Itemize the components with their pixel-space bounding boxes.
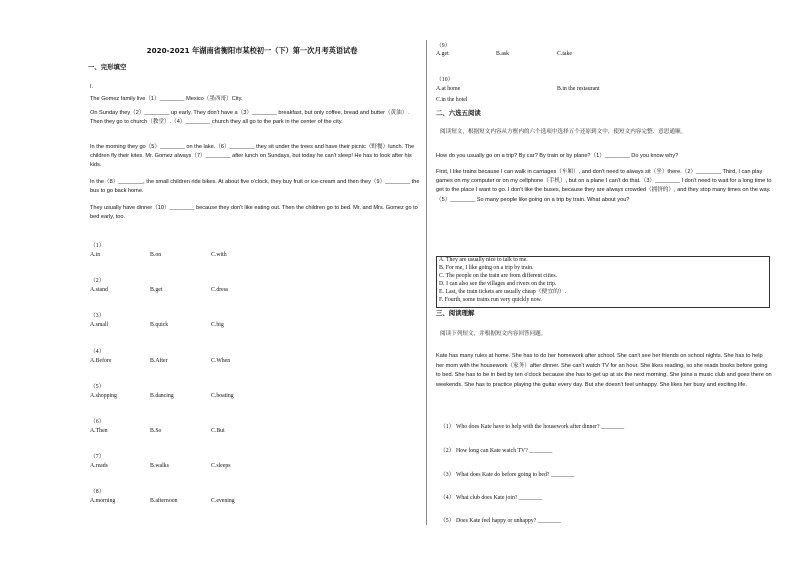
- question-number: （4）: [90, 348, 105, 355]
- option-a[interactable]: A.get: [436, 51, 449, 57]
- option-a[interactable]: A.stand: [90, 287, 108, 294]
- option-b[interactable]: B.walks: [150, 463, 169, 470]
- option-b[interactable]: B.get: [150, 287, 163, 294]
- choice-option: C. The people on the train are from different cities.: [439, 272, 558, 279]
- reading-question: （2） How long can Kate watch TV? ________: [440, 448, 553, 454]
- section-instruction: 阅读短文，根据短文内容从方框内的六个选项中选择五个还原到文中，使短文内容完整、意思通顺。: [440, 129, 687, 135]
- option-a[interactable]: A.shopping: [90, 392, 117, 399]
- section-instruction: 阅读下列短文，并根据短文内容回答问题。: [440, 331, 547, 337]
- section-heading-reading: 三、阅读理解: [436, 309, 475, 317]
- option-a[interactable]: A.at home: [436, 86, 461, 92]
- option-a[interactable]: A.morning: [90, 498, 116, 505]
- option-b[interactable]: B.ask: [496, 51, 510, 57]
- option-b[interactable]: B.quick: [150, 322, 169, 329]
- option-c[interactable]: C.dress: [211, 287, 229, 294]
- question-number: （5）: [90, 383, 105, 390]
- option-c[interactable]: C.But: [211, 428, 225, 434]
- reading-paragraph-1: How do you usually go on a trip? By car? By train or by plane?（1）________ Do you know why?: [436, 153, 679, 159]
- choice-option: D. I can also see the villages and rivers on the trip.: [439, 280, 557, 287]
- option-c[interactable]: C.big: [211, 322, 224, 329]
- question-number: （9）: [436, 43, 451, 49]
- option-c[interactable]: C.When: [211, 357, 231, 364]
- option-a[interactable]: A.Before: [90, 357, 112, 364]
- question-number: （7）: [90, 454, 105, 461]
- question-number: （3）: [90, 313, 105, 320]
- question-number: （10）: [436, 77, 454, 83]
- cloze-paragraph-2: On Sunday they（2）________ up early. They don't have a（3）________ breakfast, but only coffee, bread and butter（黄油）. Then they go to church（教堂）.（4）________ church they all go to the park in the center of the city.: [90, 110, 409, 126]
- cloze-paragraph-5: They usually have dinner（10）________ because they don't like eating out. Then the children go to bed. Mr. and Mrs. Gomez go to bed early, too.: [90, 205, 418, 221]
- option-a[interactable]: A.reads: [90, 463, 108, 470]
- option-a[interactable]: A.small: [90, 322, 109, 329]
- option-a[interactable]: A.Then: [90, 428, 108, 434]
- cloze-paragraph-3: In the morning they go（5）________ on the lake.（6）________ they sit under the trees and have their picnic（野餐）lunch. The children fly their kites. Mr. Gomez always（7）________ after lunch on Sundays, but today he can't sleep! He has to look after his kids.: [90, 144, 415, 169]
- choice-option: B. For me, I like going on a trip by train.: [439, 264, 534, 271]
- option-c[interactable]: C.in the hotel: [436, 97, 468, 103]
- column-divider: [426, 40, 427, 525]
- option-b[interactable]: B.dancing: [150, 392, 174, 399]
- option-a[interactable]: A.in: [90, 252, 101, 258]
- option-b[interactable]: B.in the restaurant: [557, 86, 600, 92]
- option-c[interactable]: C.sleeps: [211, 463, 231, 470]
- reading-paragraph-2: First, I like trains because I can walk in carriages（车厢）, and don't need to always sit（坐）there.（2）________ Third, I can play games on my computer or on my cellphone（手机）, but on a plane I can't do that.（3）________ I don't need to wait for a long time to get to the place I want to go. I don't like the buses, because they are always crowded（拥挤的）, and they stop many times on the way.（5）________ So many people like going on a trip by train. What about you?: [436, 169, 772, 203]
- reading-question: （1） Who does Kate have to help with the housework after dinner? ________: [440, 424, 625, 430]
- option-b[interactable]: B.After: [150, 357, 168, 364]
- option-b[interactable]: B.So: [150, 428, 162, 434]
- option-c[interactable]: C.take: [557, 51, 572, 57]
- reading-question: （4） What club does Kate join? ________: [440, 495, 543, 501]
- choice-option: E. Last, the train tickets are usually cheap（便宜的）.: [439, 288, 567, 295]
- option-b[interactable]: B.afternoon: [150, 498, 178, 505]
- choice-option: A. They are usually nice to talk to me.: [439, 257, 528, 263]
- option-c[interactable]: C.with: [211, 252, 227, 258]
- options-box: [436, 256, 770, 308]
- question-number: （2）: [90, 278, 105, 285]
- roman-numeral: I.: [90, 84, 94, 90]
- question-number: （6）: [90, 419, 105, 425]
- question-number: （8）: [90, 489, 105, 496]
- section-heading-six-choose-five: 二、六选五阅读: [436, 109, 481, 117]
- reading-question: （5） Does Kate feel happy or unhappy? ________: [440, 518, 561, 524]
- option-b[interactable]: B.on: [150, 252, 162, 258]
- option-c[interactable]: C.evening: [211, 498, 235, 505]
- option-c[interactable]: C.boating: [211, 392, 234, 399]
- cloze-paragraph-4: In the（8）________, the small children ride bikes. At about five o'clock, they buy fruit or ice-cream and then they（9）________ the bus to go back home.: [90, 179, 420, 195]
- choice-option: F. Fourth, some trains run very quickly now.: [439, 296, 542, 303]
- question-number: （1）: [90, 243, 105, 249]
- section-heading-cloze: 一、完形填空: [88, 63, 127, 71]
- reading-question: （3） What does Kate do before going to bed? ________: [440, 472, 575, 478]
- cloze-paragraph-1: The Gomez family live（1）________ Mexico（墨西哥）City.: [90, 96, 243, 102]
- reading-passage: Kate has many rules at home. She has to do her homework after school. She can't see her friends on school nights. She has to help her mom with the housework（家务）after dinner. She can't watch TV for an hour. She likes reading, so she reads books before going to bed. She has to be in bed by ten o'clock because she has to get up at six the next morning. She joins a music club and goes there on weekends. She has to practice playing the guitar every day. But she doesn't feel unhappy. She likes her busy and exciting life.: [436, 353, 772, 388]
- page-title: 2020-2021 年湖南省衡阳市某校初一（下）第一次月考英语试卷: [146, 46, 358, 55]
